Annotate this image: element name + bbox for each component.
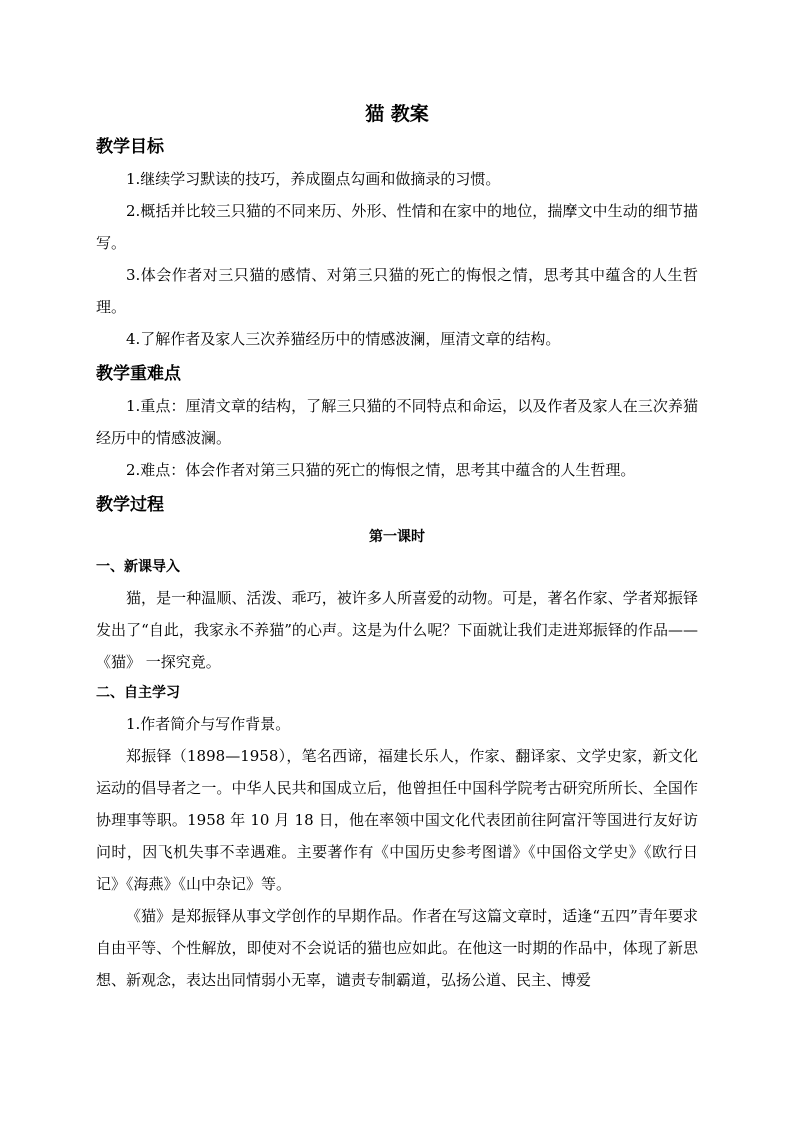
background-paragraph: 《猫》是郑振铎从事文学创作的早期作品。作者在写这篇文章时，适逢“五四”青年要求自由平等、个性解放，即使对不会说话的猫也应如此。在他这一时期的作品中，体现了新思想、新观念，表达出同情弱小无辜，谴责专制霸道，弘扬公道、民主、博爱 [96,907,698,989]
author-intro-item: 1.作者简介与写作背景。 [126,715,291,733]
objectives-heading: 教学目标 [96,137,164,157]
objective-item: 3.体会作者对三只猫的感情、对第三只猫的死亡的悔恨之情，思考其中蕴含的人生哲理。 [96,266,698,316]
self-study-heading: 二、自主学习 [96,685,180,701]
document-title: 猫 教案 [365,103,429,125]
intro-heading: 一、新课导入 [96,559,180,575]
author-bio-paragraph: 郑振铎（1898—1958），笔名西谛，福建长乐人，作家、翻译家、文学史家，新文化运动的倡导者之一。中华人民共和国成立后，他曾担任中国科学院考古研究所所长、全国作协理事等职。1958 年 10 月 18 日，他在率领中国文化代表团前往阿富汗等国进行友好访问时，因飞机失事不幸遇难。主要著作有《中国历史参考图谱》《中国俗文学史》《欧行日记》《海燕》《山中杂记》等。 [96,747,698,893]
keypoints-heading: 教学重难点 [96,364,181,384]
process-heading: 教学过程 [96,495,164,515]
document-body [96,100,698,996]
keypoint-item: 1.重点：厘清文章的结构，了解三只猫的不同特点和命运，以及作者及家人在三次养猫经历中的情感波澜。 [96,397,698,447]
keypoint-item: 2.难点：体会作者对第三只猫的死亡的悔恨之情，思考其中蕴含的人生哲理。 [126,461,636,479]
intro-paragraph: 猫，是一种温顺、活泼、乖巧，被许多人所喜爱的动物。可是，著名作家、学者郑振铎发出了“自此，我家永不养猫”的心声。这是为什么呢？下面就让我们走进郑振铎的作品——《猫》 一探究竟。 [96,589,698,671]
objective-item: 4.了解作者及家人三次养猫经历中的情感波澜，厘清文章的结构。 [126,330,561,348]
lesson-title: 第一课时 [369,529,425,545]
objective-item: 2.概括并比较三只猫的不同来历、外形、性情和在家中的地位，揣摩文中生动的细节描写。 [96,202,698,252]
objective-item: 1.继续学习默读的技巧，养成圈点勾画和做摘录的习惯。 [126,170,501,188]
